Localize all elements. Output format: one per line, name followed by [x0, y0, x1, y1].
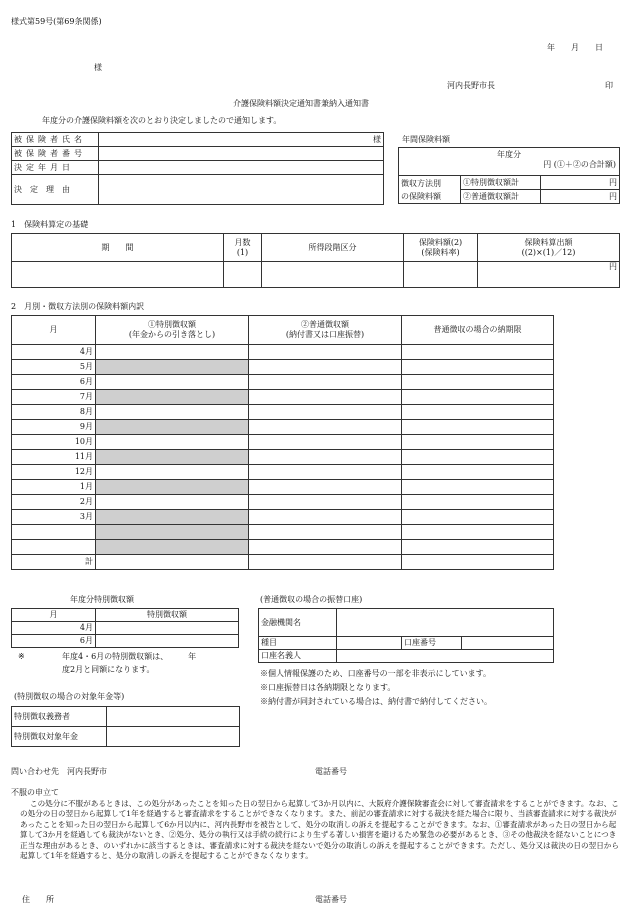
issuer-seal: 印 [605, 81, 613, 90]
monthly-row [12, 465, 554, 480]
objection-heading: 不服の申立て [11, 788, 59, 797]
basis-period-header: 期 間 [12, 234, 224, 262]
monthly-deadline-cell [402, 375, 554, 390]
monthly-deadline-cell [402, 420, 554, 435]
monthly-row [12, 375, 554, 390]
issuer-name: 河内長野市長 [447, 81, 495, 90]
decision-reason-label: 決定理由 [12, 175, 99, 205]
method-label-2: の保険料額 [401, 191, 441, 201]
monthly-heading: 2 月別・徴収方法別の保険料額内訳 [11, 302, 145, 311]
monthly-row [12, 555, 554, 570]
special-next-month-header: 月 [12, 609, 96, 622]
account-holder-label: 口座名義人 [259, 650, 337, 663]
monthly-ordinary-cell [249, 390, 402, 405]
basis-table [11, 233, 620, 288]
monthly-month-cell: 12月 [12, 465, 96, 480]
monthly-row [12, 510, 554, 525]
method-label-1: 徴収方法別 [401, 178, 441, 188]
monthly-month-cell [12, 525, 96, 540]
monthly-row [12, 540, 554, 555]
annual-heading: 年間保険料額 [402, 135, 450, 144]
monthly-month-cell: 9月 [12, 420, 96, 435]
monthly-month-cell: 計 [12, 555, 96, 570]
monthly-deadline-cell [402, 540, 554, 555]
basis-calc-sub: ((2)×(1)／12) [521, 247, 576, 257]
monthly-special-sub: (年金からの引き落とし) [128, 330, 216, 339]
monthly-ordinary-cell [249, 345, 402, 360]
monthly-deadline-cell [402, 405, 554, 420]
monthly-special-cell [96, 495, 249, 510]
monthly-row [12, 450, 554, 465]
decision-date-value [99, 161, 384, 175]
account-note: ※個人情報保護のため、口座番号の一部を非表示にしています。 [260, 669, 492, 678]
pension-obligor-label: 特別徴収義務者 [12, 707, 107, 727]
decision-date-label: 決定年月日 [12, 161, 99, 175]
monthly-month-cell: 4月 [12, 345, 96, 360]
monthly-deadline-cell [402, 435, 554, 450]
contact-phone-label: 電話番号 [315, 767, 347, 776]
ordinary-total-yen: 円 [541, 190, 620, 204]
account-number-value [462, 637, 554, 650]
monthly-special-cell [96, 540, 249, 555]
monthly-month-header: 月 [12, 316, 96, 345]
monthly-month-cell: 11月 [12, 450, 96, 465]
monthly-ordinary-cell [249, 435, 402, 450]
pension-table [11, 706, 240, 747]
ordinary-total-label: ②普通徴収額計 [461, 190, 541, 204]
monthly-ordinary-cell [249, 495, 402, 510]
account-heading: (普通徴収の場合の振替口座) [260, 595, 363, 604]
monthly-deadline-cell [402, 555, 554, 570]
basis-months-sub: (1) [236, 247, 249, 257]
monthly-ordinary-cell [249, 480, 402, 495]
monthly-special-cell [96, 360, 249, 375]
special-next-note-1: 年度4・6月の特別徴収額は、 年 [62, 652, 197, 661]
monthly-row [12, 345, 554, 360]
objection-phone-label: 電話番号 [315, 895, 347, 904]
basis-heading: 1 保険料算定の基礎 [11, 220, 89, 229]
pension-target-label: 特別徴収対象年金 [12, 727, 107, 747]
special-next-table [11, 608, 239, 648]
basis-calc-yen: 円 [478, 262, 620, 288]
monthly-row [12, 435, 554, 450]
monthly-special-cell [96, 375, 249, 390]
monthly-ordinary-cell [249, 555, 402, 570]
decision-reason-value [99, 175, 384, 205]
monthly-deadline-cell [402, 465, 554, 480]
monthly-special-header: ①特別徴収額 [148, 320, 196, 330]
basis-months-header: 月数 [234, 237, 251, 247]
monthly-ordinary-cell [249, 525, 402, 540]
account-table [258, 608, 554, 663]
account-number-label: 口座番号 [402, 637, 462, 650]
account-bank-label: 金融機関名 [259, 609, 337, 637]
monthly-special-cell [96, 555, 249, 570]
special-total-yen: 円 [541, 176, 620, 190]
monthly-deadline-cell [402, 390, 554, 405]
monthly-ordinary-cell [249, 405, 402, 420]
account-type-value [337, 637, 402, 650]
basis-calc-header: 保険料算出額 [524, 237, 573, 247]
basis-rate-header: 保険料額(2) [418, 237, 463, 247]
monthly-deadline-header: 普通徴収の場合の納期限 [402, 316, 554, 345]
special-next-heading: 年度分特別徴収額 [70, 595, 134, 604]
monthly-row [12, 495, 554, 510]
pension-heading: (特別徴収の場合の対象年金等) [14, 692, 125, 701]
monthly-month-cell: 2月 [12, 495, 96, 510]
annual-table [398, 147, 620, 204]
insured-number-value [99, 147, 384, 161]
monthly-row [12, 405, 554, 420]
monthly-table [11, 315, 554, 570]
monthly-special-cell [96, 345, 249, 360]
monthly-special-cell [96, 450, 249, 465]
monthly-ordinary-cell [249, 540, 402, 555]
monthly-deadline-cell [402, 495, 554, 510]
monthly-deadline-cell [402, 525, 554, 540]
insured-table [11, 132, 384, 205]
monthly-month-cell: 3月 [12, 510, 96, 525]
pension-obligor-value [107, 707, 240, 727]
addressee-suffix: 様 [94, 63, 102, 72]
account-note: ※納付書が同封されている場合は、納付書で納付してください。 [260, 697, 492, 706]
insured-number-label: 被保険者番号 [12, 147, 99, 161]
monthly-ordinary-cell [249, 465, 402, 480]
account-type-label: 種目 [259, 637, 337, 650]
document-title: 介護保険料額決定通知書兼納入通知書 [233, 99, 369, 108]
monthly-month-cell: 6月 [12, 375, 96, 390]
objection-body: この処分に不服があるときは、この処分があったことを知った日の翌日から起算して3か月以内に、大阪府介護保険審査会に対して審査請求をすることができます。なお、この処分の日の翌日から起算して1年を経過すると審査請求をすることができなくなります。また、前記の審査請求に対する裁決を経た場合に限り、当該審査請求に対する裁決があったことを知った日の翌日から起算して6か月以内に、河内長野市を被告として、処分の取消しの訴えを提起することができます。なお、①審査請求があった日の翌日から起算して3か月を経過しても裁決がないとき、②処分、処分の執行又は手続の続行により生ずる著しい損害を避けるため緊急の必要があるとき、③その他裁決を経ないことにつき正当な理由があるとき、のいずれかに該当するときは、審査請求に対する裁決を経ないで処分の取消しの訴えを提起することができます。ただし、処分又は裁決の日の翌日から起算して1年を経過すると、処分の取消しの訴えを提起することができなくなります。 [20, 799, 619, 861]
monthly-special-cell [96, 525, 249, 540]
monthly-row [12, 420, 554, 435]
insured-name-suffix: 様 [99, 133, 384, 147]
special-next-month: 6月 [12, 635, 96, 648]
account-holder-value [337, 650, 554, 663]
form-number: 様式第59号(第69条関係) [11, 17, 102, 26]
monthly-ordinary-cell [249, 360, 402, 375]
basis-months-cell [224, 262, 262, 288]
monthly-ordinary-cell [249, 420, 402, 435]
monthly-month-cell: 10月 [12, 435, 96, 450]
contact-label: 問い合わせ先 河内長野市 [11, 767, 107, 776]
monthly-deadline-cell [402, 450, 554, 465]
monthly-ordinary-header: ②普通徴収額 [301, 320, 349, 330]
basis-grade-cell [262, 262, 404, 288]
monthly-deadline-cell [402, 480, 554, 495]
monthly-ordinary-cell [249, 375, 402, 390]
special-next-note-2: 度2月と同額になります。 [62, 665, 155, 674]
account-bank-value [337, 609, 554, 637]
monthly-month-cell: 7月 [12, 390, 96, 405]
special-next-month: 4月 [12, 622, 96, 635]
intro-text: 年度分の介護保険料額を次のとおり決定しましたので通知します。 [42, 116, 282, 125]
insured-name-label: 被保険者氏名 [12, 133, 99, 147]
monthly-ordinary-cell [249, 450, 402, 465]
monthly-row [12, 360, 554, 375]
monthly-deadline-cell [402, 345, 554, 360]
monthly-ordinary-sub: (納付書又は口座振替) [285, 330, 365, 339]
monthly-ordinary-cell [249, 510, 402, 525]
annual-total: 円 (①＋②の合計額) [543, 159, 616, 169]
basis-period-cell [12, 262, 224, 288]
monthly-special-cell [96, 465, 249, 480]
monthly-month-cell: 1月 [12, 480, 96, 495]
monthly-special-cell [96, 435, 249, 450]
monthly-special-cell [96, 420, 249, 435]
account-note: ※口座振替日は各納期限となります。 [260, 683, 396, 692]
monthly-month-cell [12, 540, 96, 555]
monthly-special-cell [96, 390, 249, 405]
special-next-note-mark: ※ [18, 652, 25, 661]
issue-date: 年 月 日 [547, 43, 603, 52]
monthly-special-cell [96, 480, 249, 495]
basis-rate-sub: (保険料率) [421, 247, 460, 257]
monthly-row [12, 480, 554, 495]
basis-grade-header: 所得段階区分 [262, 234, 404, 262]
monthly-deadline-cell [402, 360, 554, 375]
monthly-month-cell: 5月 [12, 360, 96, 375]
annual-fiscal-year: 年度分 [497, 150, 521, 159]
monthly-row [12, 390, 554, 405]
basis-rate-cell [404, 262, 478, 288]
monthly-row [12, 525, 554, 540]
pension-target-value [107, 727, 240, 747]
special-total-label: ①特別徴収額計 [461, 176, 541, 190]
monthly-deadline-cell [402, 510, 554, 525]
special-next-amount [96, 622, 239, 635]
special-next-amount-header: 特別徴収額 [96, 609, 239, 622]
monthly-month-cell: 8月 [12, 405, 96, 420]
monthly-special-cell [96, 510, 249, 525]
objection-address-label: 住 所 [22, 895, 54, 904]
special-next-amount [96, 635, 239, 648]
monthly-special-cell [96, 405, 249, 420]
